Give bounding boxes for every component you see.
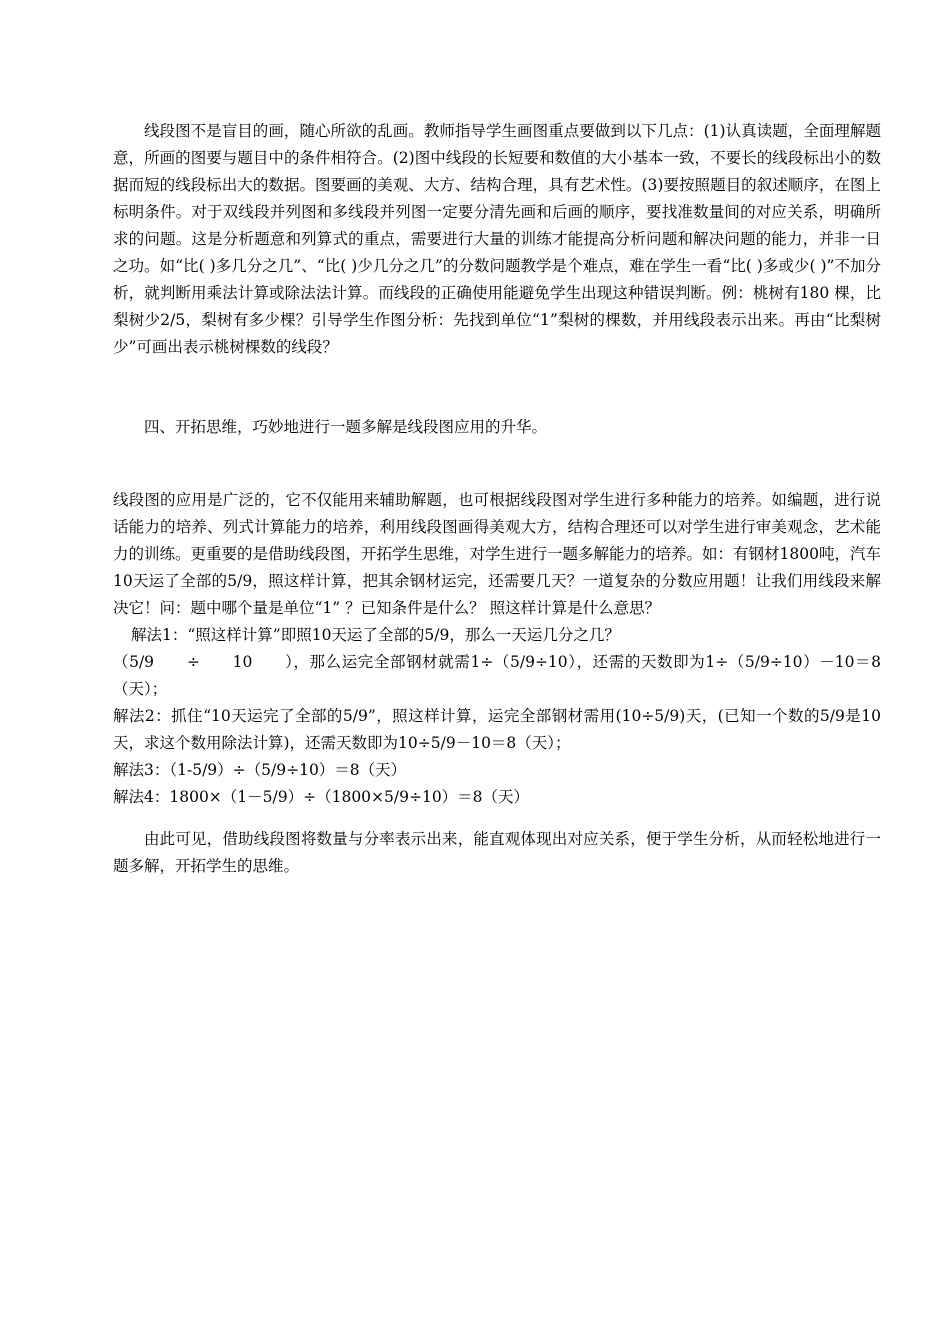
solution-3: 解法3：（1-5/9）÷（5/9÷10）＝8（天） [113, 761, 407, 779]
paragraph-line-segment-drawing-guidelines: 线段图不是盲目的画，随心所欲的乱画。教师指导学生画图重点要做到以下几点：(1)认真读题，全面理解题意，所画的图要与题目中的条件相符合。(2)图中线段的长短要和数值的大小基本一致，不要长的线段标出小的数据而短的线段标出大的数据。图要画的美观、大方、结构合理，具有艺术性。(3)要按照题目的叙述顺序，在图上标明条件。对于双线段并列图和多线段并列图一定要分清先画和后画的顺序，要找准数量间的对应关系，明确所求的问题。这是分析题意和列算式的重点，需要进行大量的训练才能提高分析问题和解决问题的能力，并非一日之功。如“比( )多几分之几”、“比( )少几分之几”的分数问题教学是个难点，难在学生一看“比( )多或少( )”不加分析，就判断用乘法计算或除法法计算。而线段的正确使用能避免学生出现这种错误判断。例：桃树有180 棵，比梨树少2/5，梨树有多少棵？引导学生作图分析：先找到单位“1”梨树的棵数，并用线段表示出来。再由“比梨树少”可画出表示桃树棵数的线段？ [113, 122, 881, 356]
paragraph-applications-example: 线段图的应用是广泛的，它不仅能用来辅助解题，也可根据线段图对学生进行多种能力的培养。如编题，进行说话能力的培养、列式计算能力的培养，利用线段图画得美观大方，结构合理还可以对学生进行审美观念，艺术能力的训练。更重要的是借助线段图，开拓学生思维，对学生进行一题多解能力的培养。如：有钢材1800吨，汽车10天运了全部的5/9，照这样计算，把其余钢材运完，还需要几天？一道复杂的分数应用题！让我们用线段来解决它！问：题中哪个量是单位“1” ？已知条件是什么？ 照这样计算是什么意思？ [113, 491, 881, 617]
solution-2: 解法2：抓住“10天运完了全部的5/9”，照这样计算，运完全部钢材需用(10÷5/9)天，(已知一个数的5/9是10天，求这个数用除法计算)，还需天数即为10÷5/9－10＝8（天）； [113, 707, 881, 752]
section-heading-four: 四、开拓思维，巧妙地进行一题多解是线段图应用的升华。 [144, 418, 548, 436]
solution-4: 解法4：1800×（1－5/9）÷（1800×5/9÷10）＝8（天） [113, 788, 530, 806]
solution-1-continuation: （5/9 ÷ 10 ），那么运完全部钢材就需1÷（5/9÷10），还需的天数即为1÷（5/9÷10）－10＝8（天）； [113, 653, 881, 698]
paragraph-conclusion: 由此可见，借助线段图将数量与分率表示出来，能直观体现出对应关系，便于学生分析，从而轻松地进行一题多解，开拓学生的思维。 [113, 830, 881, 875]
solution-1-line-1: 解法1：“照这样计算”即照10天运了全部的5/9，那么一天运几分之几？ [131, 626, 620, 644]
